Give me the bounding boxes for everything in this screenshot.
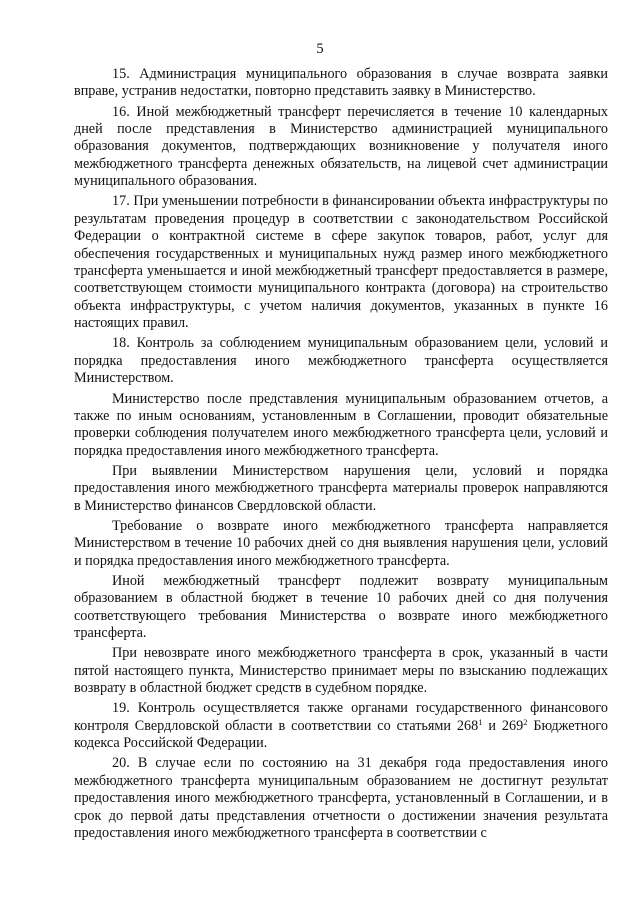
document-body: [74, 66, 608, 845]
paragraph-15: 15. Администрация муниципального образования в случае возврата заявки вправе, устранив недостатки, повторно представить заявку в Министерство.: [74, 66, 608, 100]
paragraph-19-text-b: и 269: [482, 717, 524, 734]
paragraph-20: 20. В случае если по состоянию на 31 декабря года предоставления иного межбюджетного трансферта муниципальным образованием не достигнут результат предоставления иного межбюджетного трансферта, установленный в Соглашении, и в срок до первой даты представления отчетности о достижении значения результата предоставления иного межбюджетного трансферта в соответствии с: [74, 755, 608, 842]
page-number: 5: [316, 41, 324, 57]
paragraph-18-non-return: При невозврате иного межбюджетного трансферта в срок, указанный в части пятой настоящего пункта, Министерство принимает меры по взысканию подлежащих возврату в областной бюджет средств в судебном порядке.: [74, 645, 608, 697]
paragraph-18-inspection: Министерство после представления муниципальным образованием отчетов, а также по иным основаниям, установленным в Соглашении, проводит обязательные проверки соблюдения получателем иного межбюджетного трансферта цели, условий и порядка предоставления иного межбюджетного трансферта.: [74, 390, 608, 459]
paragraph-18: 18. Контроль за соблюдением муниципальным образованием цели, условий и порядка предоставления иного межбюджетного трансферта осуществляется Министерством.: [74, 335, 608, 387]
paragraph-18-return-obligation: Иной межбюджетный трансферт подлежит возврату муниципальным образованием в областной бюджет в течение 10 рабочих дней со дня получения соответствующего требования Министерства о возврате иного межбюджетного трансферта.: [74, 572, 608, 642]
paragraph-16: 16. Иной межбюджетный трансферт перечисляется в течение 10 календарных дней после представления в Министерство администрацией муниципального образования документов, подтверждающих возникновение у получателя иного межбюджетного трансферта денежных обязательств, на лицевой счет администрации муниципального образования.: [74, 103, 608, 190]
paragraph-19-text-a: 19. Контроль осуществляется также органами государственного финансового контроля Свердловской области в соответствии со статьями 268: [74, 700, 608, 734]
paragraph-19-text-c: Бюджетного кодекса Российской Федерации.: [74, 717, 608, 752]
article-269-superscript: 2: [523, 716, 528, 727]
paragraph-19: [74, 700, 608, 752]
paragraph-17: 17. При уменьшении потребности в финансировании объекта инфраструктуры по результатам проведения процедур в соответствии с законодательством Российской Федерации о контрактной системе в сфере закупок товаров, работ, услуг для обеспечения государственных и муниципальных нужд размер иного межбюджетного трансферта уменьшается и иной межбюджетный трансферт предоставляется в размере, соответствующем стоимости муниципального контракта (договора) на строительство объекта инфраструктуры, с учетом наличия документов, указанных в пункте 16 настоящих правил.: [74, 193, 608, 332]
article-268-superscript: 1: [478, 716, 483, 727]
paragraph-18-return-demand: Требование о возврате иного межбюджетного трансферта направляется Министерством в течение 10 рабочих дней со дня выявления нарушения цели, условий и порядка предоставления иного межбюджетного трансферта.: [74, 517, 608, 569]
paragraph-18-violation: При выявлении Министерством нарушения цели, условий и порядка предоставления иного межбюджетного трансферта материалы проверок направляются в Министерство финансов Свердловской области.: [74, 462, 608, 514]
